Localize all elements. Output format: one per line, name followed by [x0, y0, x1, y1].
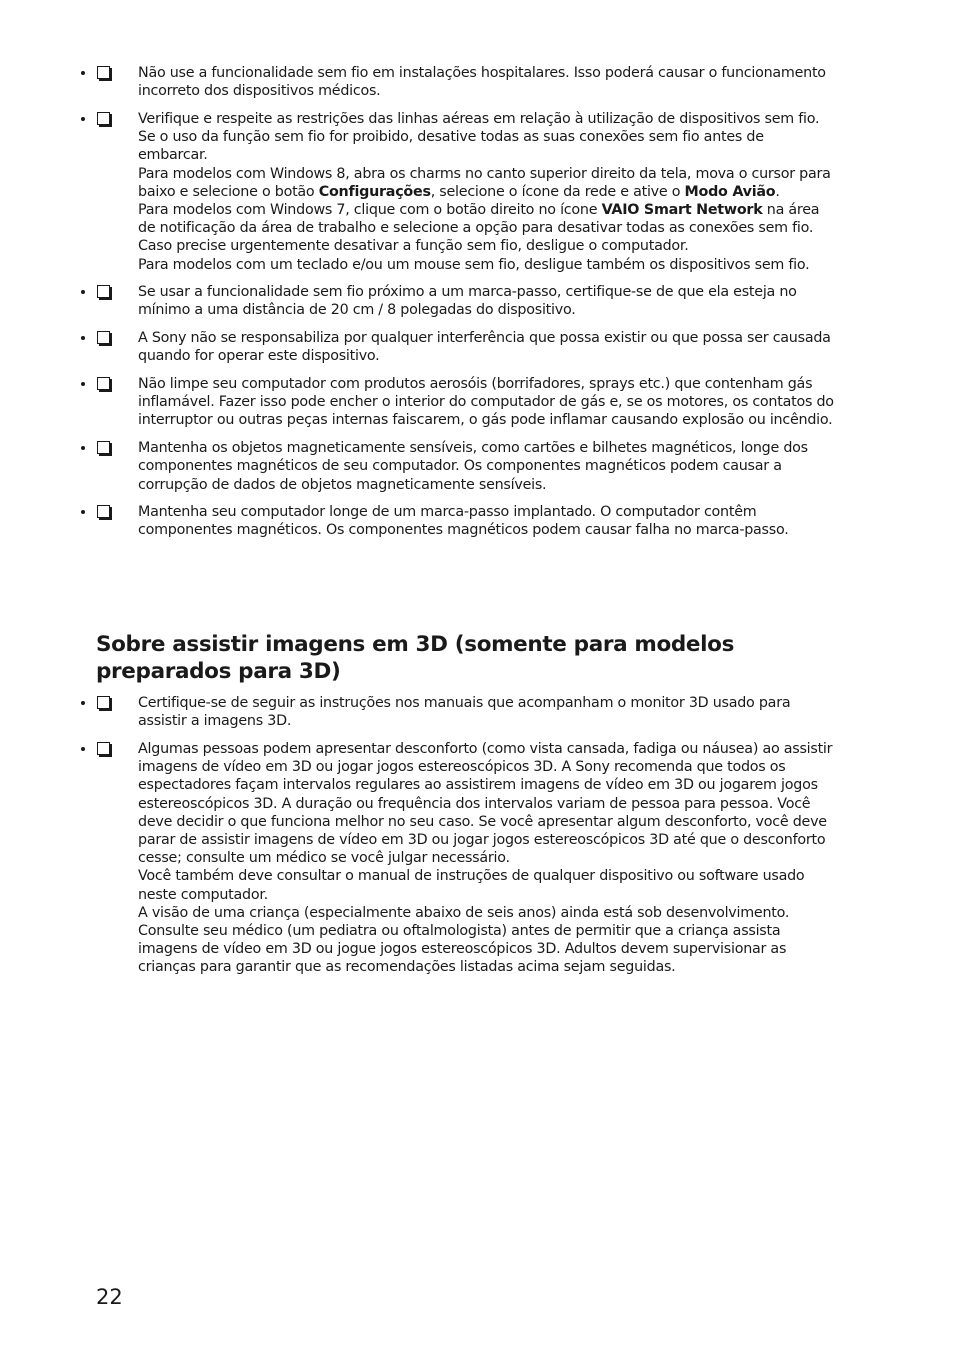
list-item	[96, 110, 836, 274]
checkbox-bullet-icon	[97, 66, 110, 79]
item-paragraph: • Certifique-se de seguir as instruções nos manuais que acompanham o monitor 3D usado para assistir a imagens 3D.	[138, 695, 791, 730]
safety-list-wireless	[96, 64, 836, 549]
safety-list-3d	[96, 694, 836, 986]
bold-term: Configurações	[318, 183, 431, 200]
item-paragraph: • Se usar a funcionalidade sem fio próximo a um marca-passo, certifique-se de que ela esteja no mínimo a uma distância de 20 cm / 8 polegadas do dispositivo.	[138, 284, 797, 319]
list-item	[96, 503, 836, 539]
item-paragraph: Para modelos com um teclado e/ou um mouse sem fio, desligue também os dispositivos sem fio.	[138, 256, 810, 273]
checkbox-bullet-icon	[97, 112, 110, 125]
list-item	[96, 740, 836, 977]
item-paragraph: Você também deve consultar o manual de instruções de qualquer dispositivo ou software usado neste computador.	[138, 868, 805, 903]
item-paragraph: Caso precise urgentemente desativar a função sem fio, desligue o computador.	[138, 238, 689, 255]
item-paragraph: Para modelos com Windows 7, clique com o botão direito no ícone VAIO Smart Network na área de notificação da área de trabalho e selecione a opção para desativar todas as conexões sem fio.	[138, 201, 820, 237]
checkbox-bullet-icon	[97, 331, 110, 344]
item-paragraph: Para modelos com Windows 8, abra os charms no canto superior direito da tela, mova o cursor para baixo e selecione o botão Configurações, selecione o ícone da rede e ative o Modo Avião.	[138, 165, 831, 200]
checkbox-bullet-icon	[97, 742, 110, 755]
bold-term: VAIO Smart Network	[601, 201, 763, 218]
item-paragraph: • Verifique e respeite as restrições das linhas aéreas em relação à utilização de dispositivos sem fio. Se o uso da função sem fio for proibido, desative todas as suas conexões sem fio antes de embarcar.	[138, 110, 820, 164]
item-paragraph: • Não limpe seu computador com produtos aerosóis (borrifadores, sprays etc.) que contenham gás inflamável. Fazer isso pode encher o interior do computador de gás e, se os motores, os contatos do interruptor ou outras peças internas faiscarem, o gás pode inflamar causando explosão ou incêndio.	[138, 376, 834, 429]
item-paragraph: • Não use a funcionalidade sem fio em instalações hospitalares. Isso poderá causar o funcionamento incorreto dos dispositivos médicos.	[138, 65, 826, 100]
checkbox-bullet-icon	[97, 505, 110, 518]
page-number: 22	[96, 1285, 123, 1309]
list-item	[96, 375, 836, 430]
list-item	[96, 439, 836, 494]
checkbox-bullet-icon	[97, 377, 110, 390]
item-paragraph: A visão de uma criança (especialmente abaixo de seis anos) ainda está sob desenvolvimento. Consulte seu médico (um pediatra ou oftalmologista) antes de permitir que a criança assista imagens de vídeo em 3D ou jogue jogos estereoscópicos 3D. Adultos devem supervisionar as crianças para garantir que as recomendações listadas acima sejam seguidas.	[138, 904, 790, 976]
list-item	[96, 329, 836, 365]
bold-term: Modo Avião	[684, 183, 776, 200]
list-item	[96, 283, 836, 319]
section-heading-3d: Sobre assistir imagens em 3D (somente para modelos preparados para 3D)	[96, 632, 735, 684]
item-paragraph: • Algumas pessoas podem apresentar desconforto (como vista cansada, fadiga ou náusea) ao assistir imagens de vídeo em 3D ou jogar jogos estereoscópicos 3D. A Sony recomenda que todos os espectadores façam intervalos regulares ao assistirem imagens de vídeo em 3D ou jogarem jogos estereoscópicos 3D. A duração ou frequência dos intervalos variam de pessoa para pessoa. Você deve decidir o que funciona melhor no seu caso. Se você apresentar algum desconforto, você deve parar de assistir imagens de vídeo em 3D ou jogar jogos estereoscópicos 3D até que o desconforto cesse; consulte um médico se você julgar necessário.	[138, 740, 833, 867]
checkbox-bullet-icon	[97, 696, 110, 709]
list-item	[96, 694, 836, 730]
checkbox-bullet-icon	[97, 285, 110, 298]
item-paragraph: • A Sony não se responsabiliza por qualquer interferência que possa existir ou que possa ser causada quando for operar este dispositivo.	[138, 330, 831, 365]
item-paragraph: • Mantenha seu computador longe de um marca-passo implantado. O computador contêm componentes magnéticos. Os componentes magnéticos podem causar falha no marca-passo.	[138, 504, 789, 539]
list-item	[96, 64, 836, 100]
item-paragraph: • Mantenha os objetos magneticamente sensíveis, como cartões e bilhetes magnéticos, longe dos componentes magnéticos de seu computador. Os componentes magnéticos podem causar a corrupção de dados de objetos magneticamente sensíveis.	[138, 440, 808, 493]
checkbox-bullet-icon	[97, 441, 110, 454]
